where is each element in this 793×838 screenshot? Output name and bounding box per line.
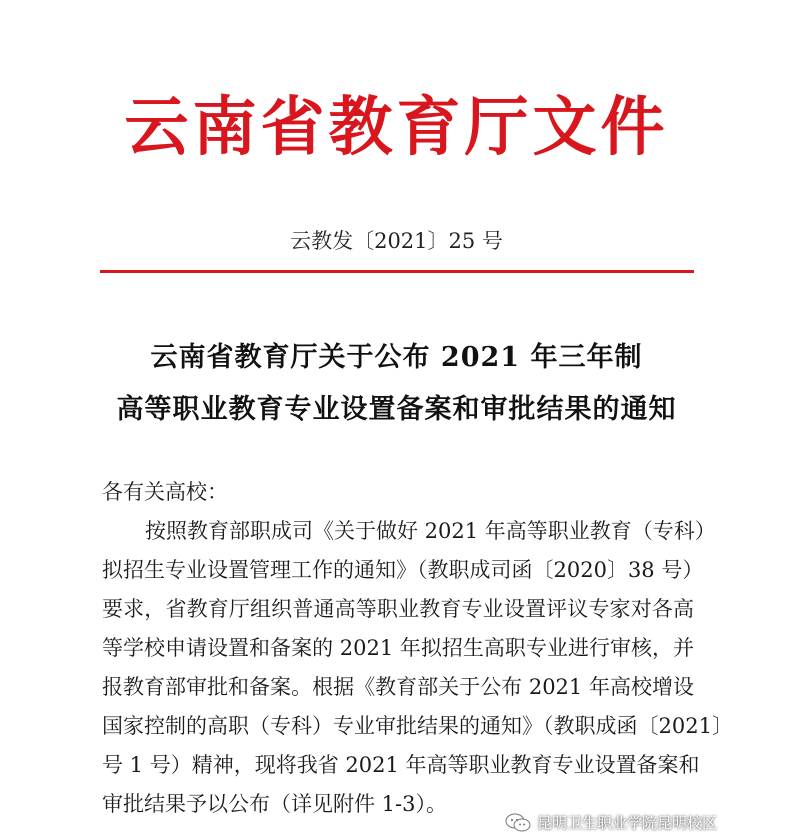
body-line: 国家控制的高职（专科）专业审批结果的通知》（教职成函〔2021〕 bbox=[102, 714, 733, 738]
document-header-title: 云南省教育厅文件 bbox=[124, 90, 669, 165]
notice-title-line-2: 高等职业教育专业设置备案和审批结果的通知 bbox=[116, 394, 677, 425]
body-line: 审批结果予以公布（详见附件 1-3）。 bbox=[102, 792, 447, 816]
salutation: 各有关高校： bbox=[102, 480, 228, 504]
body-line: 拟招生专业设置管理工作的通知》（教职成司函〔2020〕38 号） bbox=[102, 558, 704, 582]
red-divider-rule bbox=[100, 270, 694, 273]
body-line: 等学校申请设置和备案的 2021 年拟招生高职专业进行审核，并 bbox=[102, 636, 694, 660]
body-line: 报教育部审批和备案。根据《教育部关于公布 2021 年高校增设 bbox=[102, 675, 694, 699]
body-line: 按照教育部职成司《关于做好 2021 年高等职业教育（专科） bbox=[145, 519, 716, 543]
document-number: 云教发〔2021〕25 号 bbox=[290, 229, 503, 253]
notice-title-line-1: 云南省教育厅关于公布 2021 年三年制 bbox=[150, 342, 643, 373]
watermark bbox=[505, 812, 717, 833]
body-line: 要求，省教育厅组织普通高等职业教育专业设置评议专家对各高 bbox=[102, 597, 694, 621]
watermark-text: 昆明卫生职业学院昆明校区 bbox=[537, 814, 718, 832]
wechat-icon bbox=[505, 813, 531, 833]
body-line: 号 1 号）精神，现将我省 2021 年高等职业教育专业设置备案和 bbox=[102, 753, 700, 777]
